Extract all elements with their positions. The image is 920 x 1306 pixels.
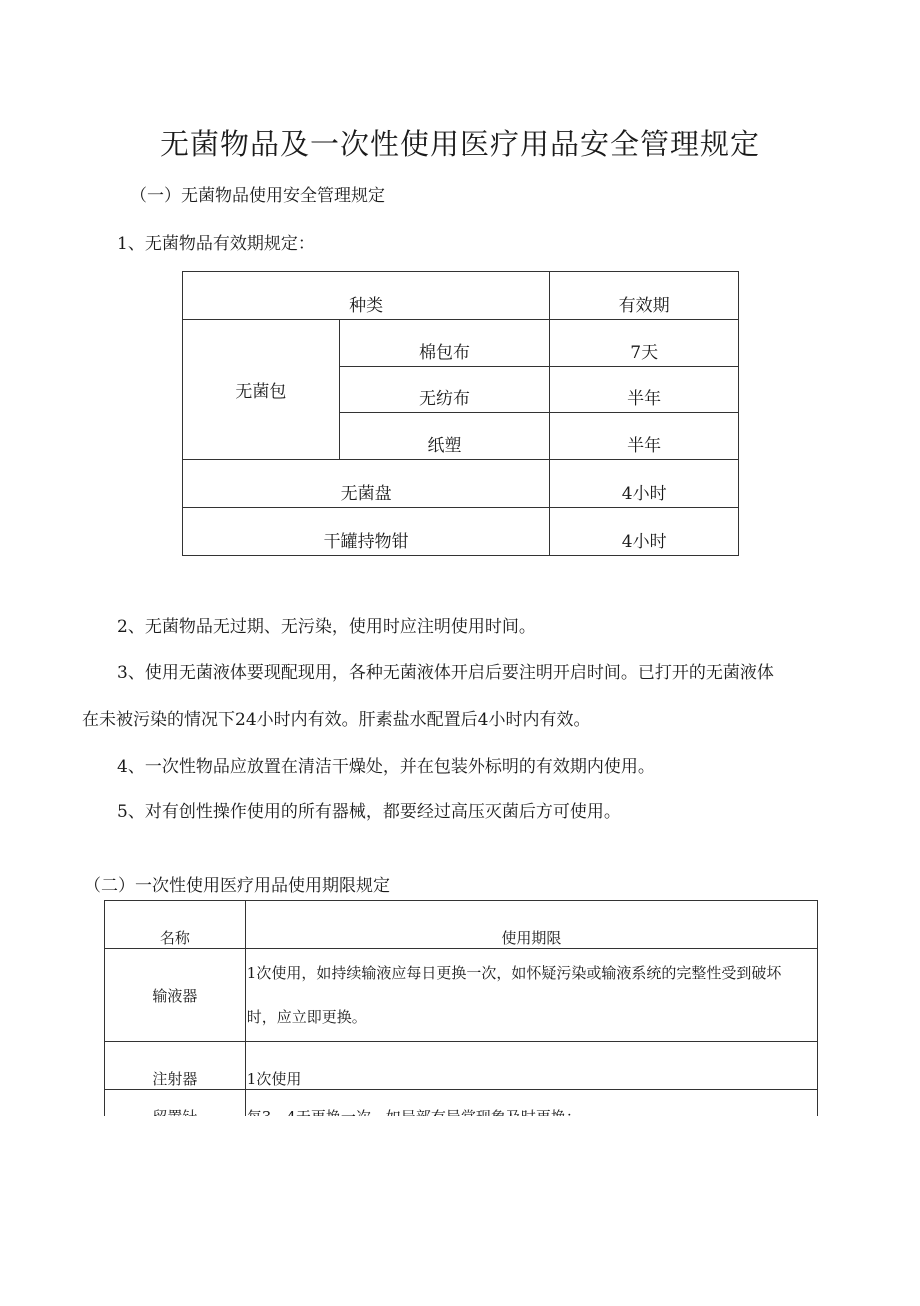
header-name: 名称 xyxy=(105,901,246,949)
name-cell: 输液器 xyxy=(105,949,246,1042)
item-1: 1、无菌物品有效期规定： xyxy=(117,234,315,254)
limit-line: 时，应立即更换。 xyxy=(246,1008,367,1026)
section2-heading: （二）一次性使用医疗用品使用期限规定 xyxy=(84,876,390,896)
validity-cell: 4小时 xyxy=(550,508,739,556)
limit-cell: 1次使用 xyxy=(245,1042,817,1090)
header-kind: 种类 xyxy=(183,272,550,320)
group-label: 无菌包 xyxy=(183,320,340,460)
header-validity: 有效期 xyxy=(550,272,739,320)
validity-cell: 半年 xyxy=(550,367,739,413)
sub-kind: 棉包布 xyxy=(339,320,550,367)
item-3-line-2: 在未被污染的情况下24小时内有效。肝素盐水配置后4小时内有效。 xyxy=(82,710,591,730)
name-cell: 注射器 xyxy=(105,1042,246,1090)
item-5: 5、对有创性操作使用的所有器械，都要经过高压灭菌后方可使用。 xyxy=(117,802,621,822)
limit-line: 1次使用，如持续输液应每日更换一次，如怀疑污染或输液系统的完整性受到破坏 xyxy=(246,964,782,982)
kind-cell: 干罐持物钳 xyxy=(183,508,550,556)
page-cutoff-mask xyxy=(104,1116,818,1306)
validity-cell: 半年 xyxy=(550,413,739,460)
sub-kind: 纸塑 xyxy=(339,413,550,460)
kind-cell: 无菌盘 xyxy=(183,460,550,508)
validity-cell: 7天 xyxy=(550,320,739,367)
page-title: 无菌物品及一次性使用医疗用品安全管理规定 xyxy=(159,127,760,161)
validity-cell: 4小时 xyxy=(550,460,739,508)
disposable-usage-table xyxy=(104,900,818,1150)
limit-cell xyxy=(245,949,817,1042)
section1-heading: （一）无菌物品使用安全管理规定 xyxy=(130,186,385,206)
item-2: 2、无菌物品无过期、无污染，使用时应注明使用时间。 xyxy=(117,617,536,637)
item-3-line-1: 3、使用无菌液体要现配现用，各种无菌液体开启后要注明开启时间。已打开的无菌液体 xyxy=(117,663,774,683)
header-limit: 使用期限 xyxy=(245,901,817,949)
sub-kind: 无纺布 xyxy=(339,367,550,413)
item-4: 4、一次性物品应放置在清洁干燥处，并在包装外标明的有效期内使用。 xyxy=(117,757,655,777)
sterile-validity-table xyxy=(182,271,739,556)
